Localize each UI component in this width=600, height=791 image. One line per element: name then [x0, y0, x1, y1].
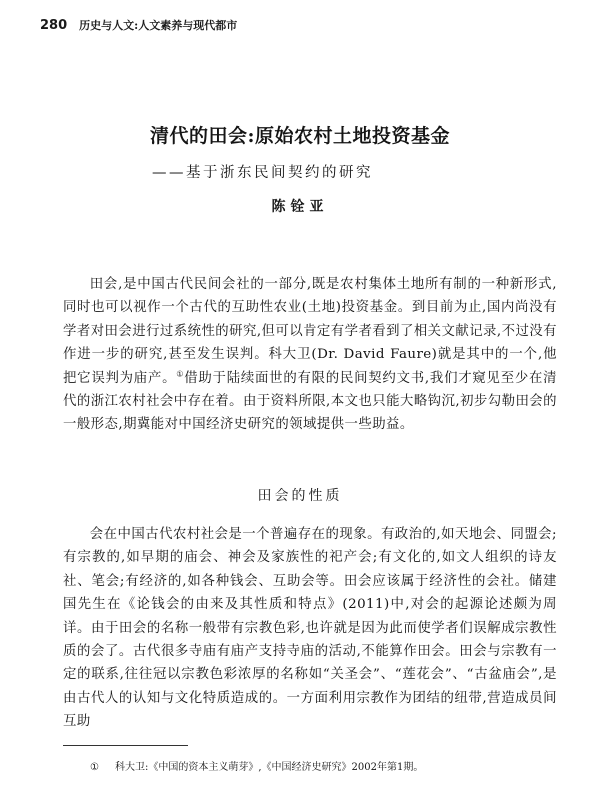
footnote-reference[interactable]: ①	[176, 369, 185, 379]
footnote	[90, 758, 423, 773]
paragraph-text: 田会,是中国古代民间会社的一部分,既是农村集体土地所有制的一种新形式,同时也可以视作一个古代的互助性农业(土地)投资基金。到目前为止,国内尚没有学者对田会进行过系统性的研究,但可以肯定有学者看到了相关文献记录,不过没有作进一步的研究,甚至发生误判。科大卫(Dr. David Faure)就是其中的一个,他把它误判为庙产。	[63, 277, 557, 386]
page-number: 280	[40, 18, 68, 33]
paragraph-text: 借助于陆续面世的有限的民间契约文书,我们才窥见至少在清代的浙江农村社会中存在着。由于资料所限,本文也只能大略钩沉,初步勾勒田会的一般形态,期冀能对中国经济史研究的领域提供一些助益。	[63, 370, 558, 433]
journal-title: 历史与人文:人文素养与现代都市	[79, 19, 238, 32]
footnote-text: 科大卫:《中国的资本主义萌芽》,《中国经济史研究》2002年第1期。	[114, 762, 424, 773]
article-subtitle: ——基于浙东民间契约的研究	[152, 165, 373, 181]
author-name: 陈铨亚	[271, 199, 329, 215]
footnote-marker: ①	[90, 762, 99, 773]
section-heading: 田会的性质	[257, 488, 343, 504]
article-title: 清代的田会:原始农村土地投资基金	[149, 125, 450, 147]
body-paragraph-intro	[63, 273, 557, 437]
running-head	[40, 17, 237, 33]
footnote-divider	[63, 745, 188, 746]
body-paragraph-nature: 会在中国古代农村社会是一个普遍存在的现象。有政治的,如天地会、同盟会;有宗教的,如早期的庙会、神会及家族性的祀产会;有文化的,如文人组织的诗友社、笔会;有经济的,如各种钱会、互助会等。田会应该属于经济性的会社。储建国先生在《论钱会的由来及其性质和特点》(2011)中,对会的起源论述颇为周详。由于田会的名称一般带有宗教色彩,也许就是因为此而使学者们误解成宗教性质的会了。古代很多寺庙有庙产支持寺庙的活动,不能算作田会。田会与宗教有一定的联系,往往冠以宗教色彩浓厚的名称如“关圣会”、“莲花会”、“古盆庙会”,是由古代人的认知与文化特质造成的。一方面利用宗教作为团结的纽带,营造成员间互助	[63, 527, 557, 730]
